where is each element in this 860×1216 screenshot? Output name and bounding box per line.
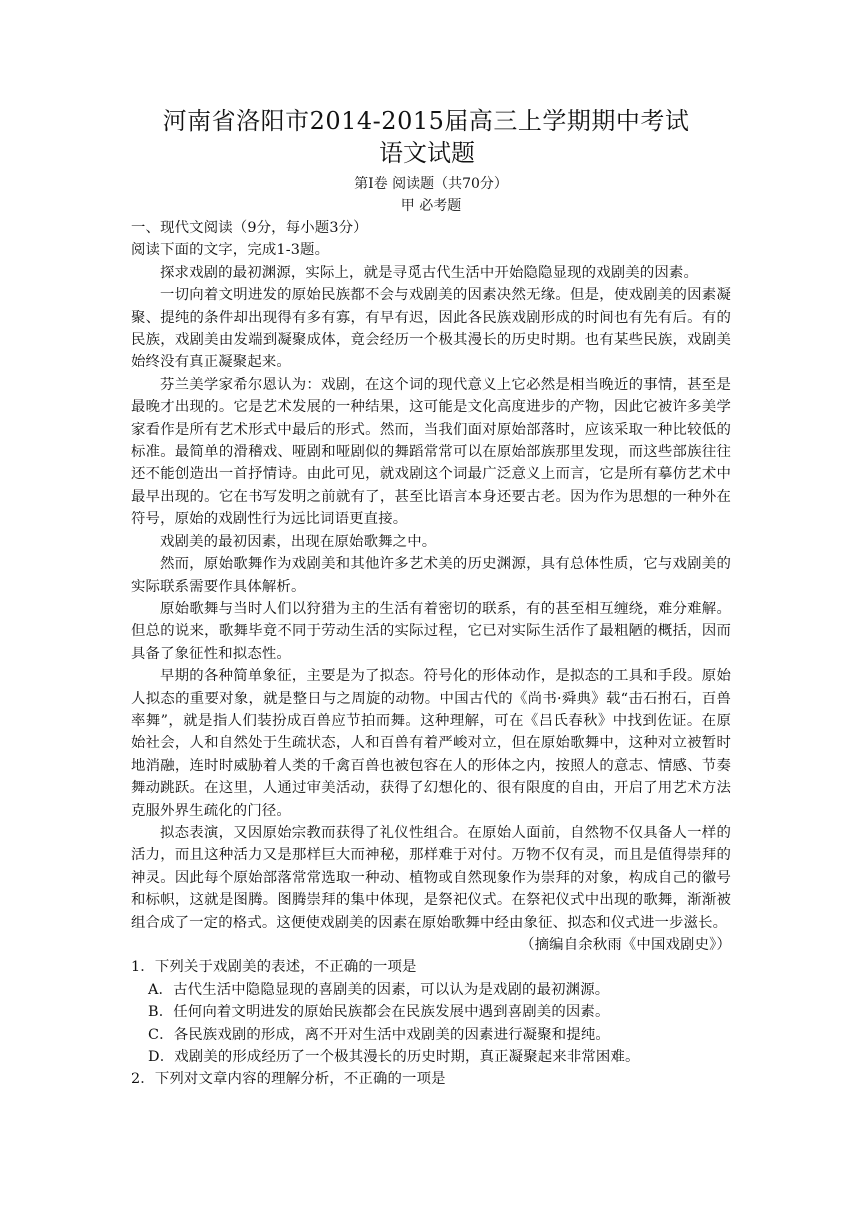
- passage-paragraph: 原始歌舞与当时人们以狩猎为主的生活有着密切的联系，有的甚至相互缠绕，难分难解。但总的说来，歌舞毕竟不同于劳动生活的实际过程，它已对实际生活作了最粗陋的概括，因而具备了象征性和拟态性。: [131, 600, 731, 662]
- question-1-option-b: B．任何向着文明进发的原始民族都会在民族发展中遇到喜剧美的因素。: [148, 1004, 610, 1021]
- question-1-stem: 1．下列关于戏剧美的表述，不正确的一项是: [131, 959, 417, 976]
- passage-paragraph: 芬兰美学家希尔恩认为：戏剧，在这个词的现代意义上它必然是相当晚近的事情，甚至是最晚才出现的。它是艺术发展的一种结果，这可能是文化高度进步的产物，因此它被许多美学家看作是所有艺术形式中最后的形式。然而，当我们面对原始部落时，应该采取一种比较低的标准。最简单的滑稽戏、哑剧和哑剧似的舞蹈常常可以在原始部族那里发现，而这些部族往往还不能创造出一首抒情诗。由此可见，就戏剧这个词最广泛意义上而言，它是所有摹仿艺术中最早出现的。它在书写发明之前就有了，甚至比语言本身还要古老。因为作为思想的一种外在符号，原始的戏剧性行为远比词语更直接。: [131, 376, 731, 528]
- passage-paragraph: 戏剧美的最初因素，出现在原始歌舞之中。: [160, 533, 437, 550]
- section-heading: 一、现代文阅读（9分，每小题3分）: [131, 220, 368, 236]
- document-body: [131, 105, 731, 1091]
- part-heading: 甲 必考题: [400, 198, 462, 214]
- question-2-stem: 2．下列对文章内容的理解分析，不正确的一项是: [131, 1071, 446, 1088]
- passage-source: （摘编自余秋雨《中国戏剧史》）: [520, 937, 731, 953]
- document-subtitle: 语文试题: [379, 139, 475, 167]
- question-1-option-a: A．古代生活中隐隐显现的喜剧美的因素，可以认为是戏剧的最初渊源。: [148, 981, 610, 998]
- passage-paragraph: 拟态表演，又因原始宗教而获得了礼仪性组合。在原始人面前，自然物不仅具备人一样的活力，而且这种活力又是那样巨大而神秘，那样难于对付。万物不仅有灵，而且是值得崇拜的神灵。因此每个原始部落常常选取一种动、植物或自然现象作为崇拜的对象，构成自己的徽号和标帜，这就是图腾。图腾崇拜的集中体现，是祭祀仪式。在祭祀仪式中出现的歌舞，渐渐被组合成了一定的格式。这便使戏剧美的因素在原始歌舞中经由象征、拟态和仪式进一步滋长。: [131, 824, 731, 931]
- instruction-text: 阅读下面的文字，完成1-3题。: [131, 242, 330, 259]
- question-1-option-d: D．戏剧美的形成经历了一个极其漫长的历史时期，真正凝聚起来非常困难。: [148, 1049, 640, 1066]
- question-1-option-c: C．各民族戏剧的形成，离不开对生活中戏剧美的因素进行凝聚和提纯。: [148, 1026, 610, 1043]
- passage-paragraph: 早期的各种简单象征，主要是为了拟态。符号化的形体动作，是拟态的工具和手段。原始人拟态的重要对象，就是整日与之周旋的动物。中国古代的《尚书·舜典》载“击石拊石，百兽率舞”，就是指人们装扮成百兽应节拍而舞。这种理解，可在《吕氏春秋》中找到佐证。在原始社会，人和自然处于生疏状态，人和百兽有着严峻对立，但在原始歌舞中，这种对立被暂时地消融，连时时威胁着人类的千禽百兽也被包容在人的形体之内，按照人的意志、情感、节奏舞动跳跃。在这里，人通过审美活动，获得了幻想化的、很有限度的自由，开启了用艺术方法克服外界生疏化的门径。: [131, 668, 731, 819]
- volume-heading: 第Ⅰ卷 阅读题（共70分）: [354, 176, 508, 192]
- document-title: 河南省洛阳市2014-2015届高三上学期期中考试: [162, 107, 690, 135]
- passage-paragraph: 然而，原始歌舞作为戏剧美和其他许多艺术美的历史渊源，具有总体性质，它与戏剧美的实际联系需要作具体解析。: [131, 556, 731, 595]
- passage-paragraph: 一切向着文明进发的原始民族都不会与戏剧美的因素决然无缘。但是，使戏剧美的因素凝聚、提纯的条件却出现得有多有寡，有早有迟，因此各民族戏剧形成的时间也有先有后。有的民族，戏剧美由发端到凝聚成体，竟会经历一个极其漫长的历史时期。也有某些民族，戏剧美始终没有真正凝聚起来。: [131, 287, 731, 371]
- passage-paragraph: 探求戏剧的最初渊源，实际上，就是寻觅古代生活中开始隐隐显现的戏剧美的因素。: [160, 264, 699, 281]
